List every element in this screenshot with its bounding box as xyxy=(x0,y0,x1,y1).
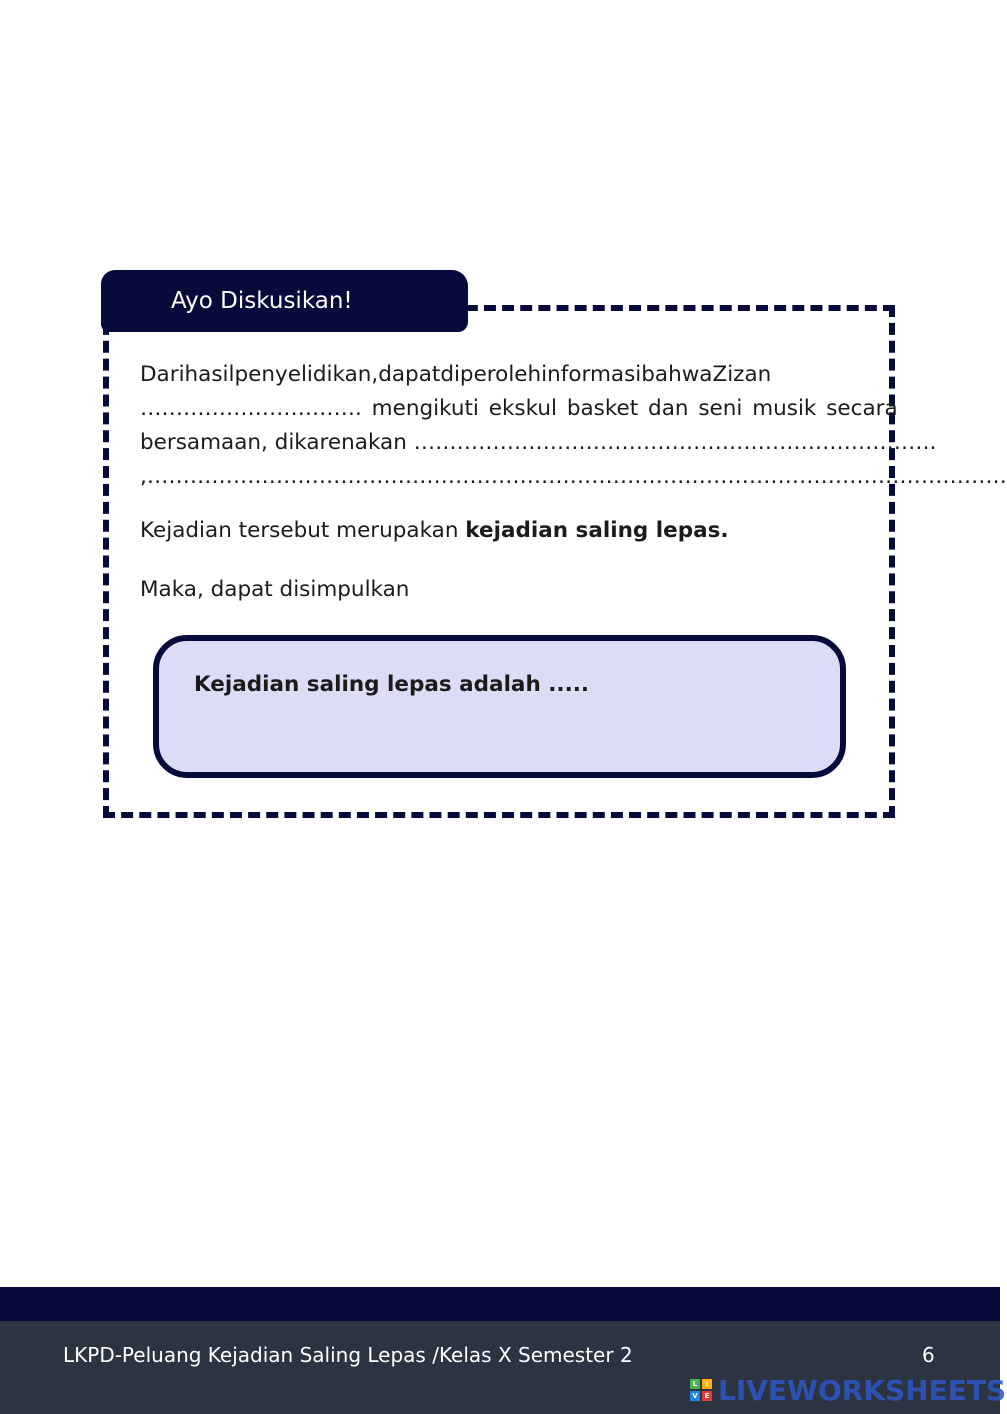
page-number: 6 xyxy=(922,1343,935,1367)
section-tab-title: Ayo Diskusikan! xyxy=(101,270,468,332)
paragraph-line-2: …………………………. mengikuti ekskul basket dan seni musik secara xyxy=(140,396,898,421)
statement-text: Kejadian tersebut merupakan xyxy=(140,518,466,543)
footer-title: LKPD-Peluang Kejadian Saling Lepas /Kelas X Semester 2 xyxy=(63,1343,633,1367)
watermark-text: LIVEWORKSHEETS xyxy=(718,1373,1007,1407)
discussion-paragraph xyxy=(140,358,1007,494)
statement-bold: kejadian saling lepas. xyxy=(465,518,729,543)
answer-prompt: Kejadian saling lepas adalah ..... xyxy=(194,672,590,697)
paragraph-line-3: bersamaan, dikarenakan ………………………………………………………………. xyxy=(140,430,937,455)
liveworksheets-watermark xyxy=(690,1374,1006,1406)
footer-band xyxy=(0,1287,1000,1321)
paragraph-line-4: ,………………………………………………………………………………………………………… xyxy=(140,464,1007,489)
conclusion-lead: Maka, dapat disimpulkan xyxy=(140,577,410,602)
statement-paragraph xyxy=(140,514,860,548)
paragraph-line-1: Darihasilpenyelidikan,dapatdiperolehinformasibahwaZizan xyxy=(140,362,772,387)
liveworksheets-logo-icon: L I V E xyxy=(690,1379,712,1401)
answer-box[interactable] xyxy=(153,635,846,778)
